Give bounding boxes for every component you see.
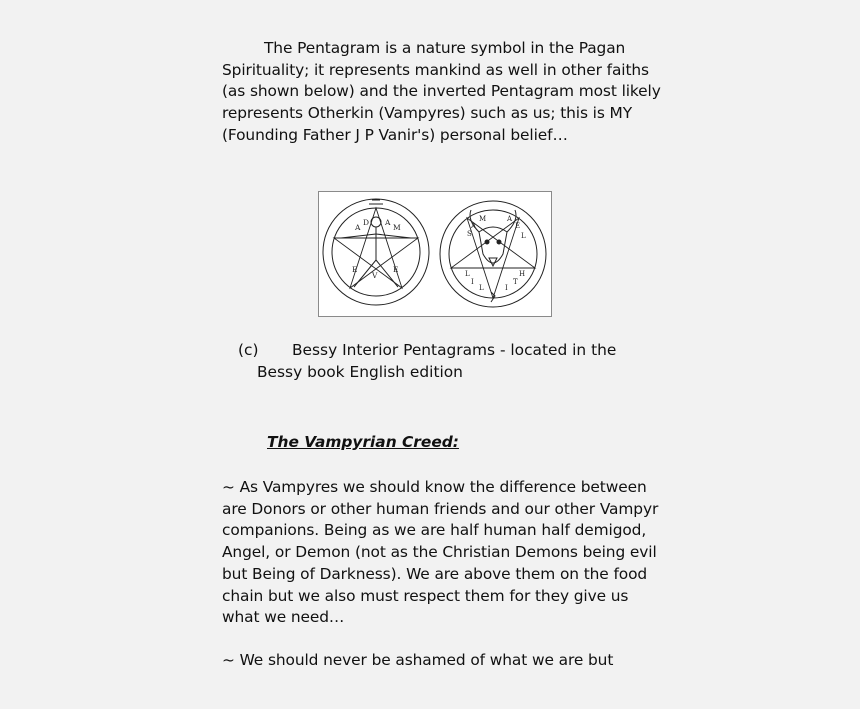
- right-ring-letter: E: [515, 222, 521, 230]
- caption-marker: (c): [238, 341, 259, 359]
- left-ring-letter: E: [393, 265, 399, 274]
- pentagrams-figure: [318, 191, 552, 317]
- pentagrams-illustration: [319, 192, 551, 316]
- creed-line: ~ We should never be ashamed of what we are but: [222, 651, 614, 669]
- right-ring-letter: A: [507, 215, 513, 223]
- creed-line: but Being of Darkness). We are above them on the food: [222, 564, 648, 583]
- caption-line: Bessy book English edition: [257, 362, 463, 381]
- left-ring-letter: V: [372, 271, 378, 280]
- right-ring-letter: I: [471, 278, 474, 286]
- right-ring-letter: I: [505, 284, 508, 292]
- left-ring-letter: A: [355, 223, 361, 232]
- right-ring-letter: S: [467, 230, 472, 238]
- caption-line: Bessy Interior Pentagrams - located in the: [292, 341, 617, 359]
- left-ring-letter: E: [352, 265, 358, 274]
- left-ring-letter: M: [393, 223, 401, 232]
- right-ring-letter: A: [471, 222, 477, 230]
- section-heading: The Vampyrian Creed:: [267, 433, 459, 451]
- figure-caption: [238, 340, 616, 383]
- creed-line: what we need…: [222, 608, 345, 627]
- intro-line: (Founding Father J P Vanir's) personal belief…: [222, 125, 568, 144]
- intro-line: Spirituality; it represents mankind as well in other faiths: [222, 60, 649, 79]
- right-ring-letter: T: [513, 278, 518, 286]
- right-ring-letter: L: [465, 270, 470, 278]
- right-ring-letter: M: [479, 215, 487, 223]
- intro-line: represents Otherkin (Vampyres) such as us; this is MY: [222, 104, 633, 123]
- upright-pentagram-icon: [323, 199, 429, 305]
- creed-paragraph: [222, 477, 659, 629]
- intro-paragraph: [222, 38, 661, 147]
- left-ring-letter: A: [385, 218, 391, 227]
- left-ring-letter: D: [363, 218, 370, 227]
- intro-line: The Pentagram is a nature symbol in the Pagan: [264, 39, 626, 57]
- right-ring-letter: L: [479, 284, 484, 292]
- creed-line: are Donors or other human friends and our other Vampyr: [222, 499, 659, 518]
- creed-paragraph: [222, 650, 642, 672]
- right-ring-letter: L: [521, 232, 526, 240]
- creed-line: ~ As Vampyres we should know the difference between: [222, 478, 647, 496]
- creed-line: companions. Being as we are half human half demigod,: [222, 521, 647, 540]
- right-ring-letter: H: [519, 270, 526, 278]
- inverted-pentagram-icon: [440, 201, 546, 307]
- intro-line: (as shown below) and the inverted Pentagram most likely: [222, 82, 661, 101]
- creed-line: Angel, or Demon (not as the Christian Demons being evil: [222, 543, 657, 562]
- creed-line: chain but we also must respect them for they give us: [222, 586, 629, 605]
